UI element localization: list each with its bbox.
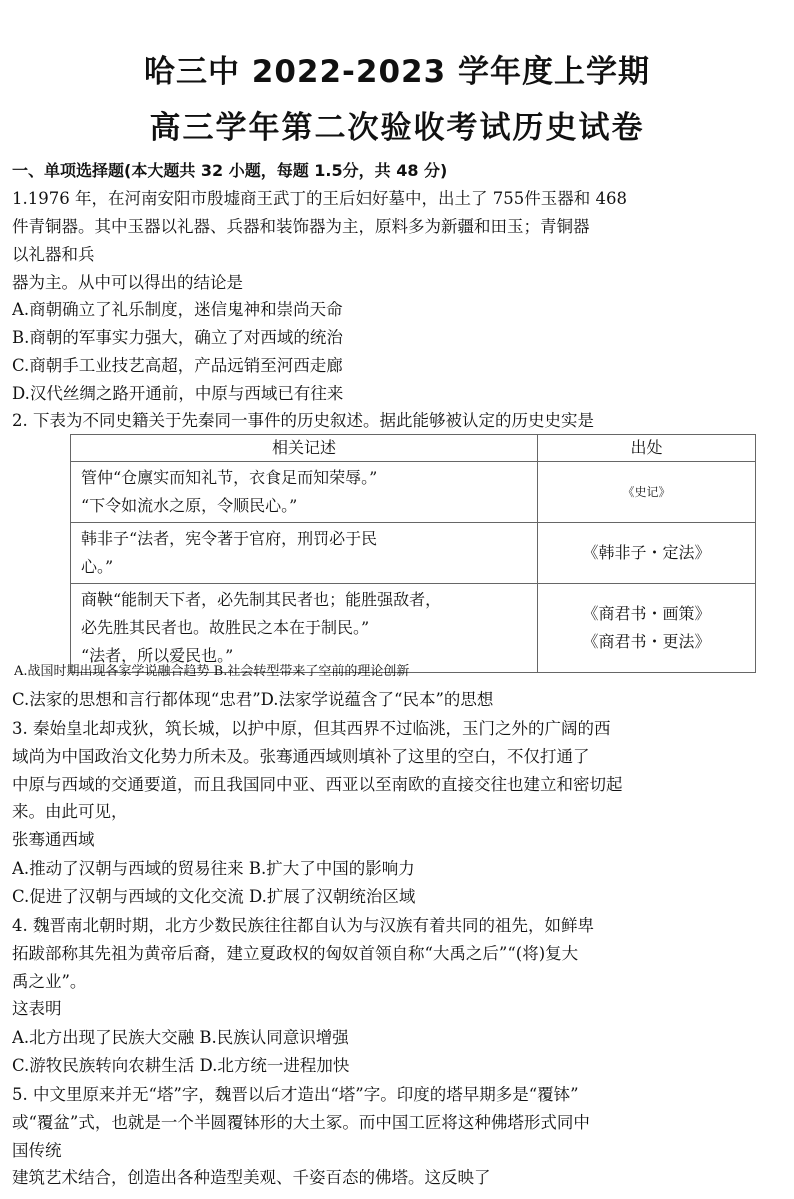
table-header-records: 相关记述 [71, 435, 538, 462]
q1-option-b: B.商朝的军事实力强大，确立了对西域的统治 [12, 328, 343, 347]
q3-options-ab: A.推动了汉朝与西域的贸易往来 B.扩大了中国的影响力 [12, 859, 415, 878]
table-row [71, 523, 756, 584]
q3-stem-line: 张骞通西域 [12, 830, 95, 849]
q3-stem-line: 3. 秦始皇北却戎狄，筑长城，以护中原，但其西界不过临洮，玉门之外的广阔的西 [12, 719, 611, 738]
q1-option-a: A.商朝确立了礼乐制度，迷信鬼神和崇尚天命 [12, 300, 343, 319]
q4-options-ab: A.北方出现了民族大交融 B.民族认同意识增强 [12, 1028, 349, 1047]
q2-options-ab: A.战国时期出现各家学说融合趋势 B.社会转型带来了空前的理论创新 [14, 664, 410, 679]
record-line: 必先胜其民者也。故胜民之本在于制民。” [81, 618, 370, 637]
q2-source-table [70, 434, 756, 673]
record-line: 心。” [81, 557, 114, 576]
q1-stem-line: 以礼器和兵 [12, 245, 95, 264]
exam-title-school: 哈三中 2022-2023 学年度上学期 [143, 54, 650, 90]
table-header-source: 出处 [538, 435, 756, 462]
q3-stem-line: 域尚为中国政治文化势力所未及。张骞通西域则填补了这里的空白，不仅打通了 [12, 747, 590, 766]
table-cell-source [538, 462, 756, 523]
table-cell-source [538, 523, 756, 584]
q2-stem: 2. 下表为不同史籍关于先秦同一事件的历史叙述。据此能够被认定的历史史实是 [12, 411, 594, 430]
q4-stem-line: 这表明 [12, 999, 62, 1018]
source-line: 《商君书・更法》 [582, 632, 711, 651]
record-line: 管仲“仓廪实而知礼节，衣食足而知荣辱。” [81, 468, 378, 487]
source-line: 《商君书・画策》 [582, 604, 711, 623]
section-heading: 一、单项选择题(本大题共 32 小题，每题 1.5分，共 48 分) [12, 161, 448, 180]
record-line: “法者，所以爱民也。” [81, 646, 234, 665]
q1-stem-line: 件青铜器。其中玉器以礼器、兵器和装饰器为主，原料多为新疆和田玉；青铜器 [12, 217, 590, 236]
q4-options-cd: C.游牧民族转向农耕生活 D.北方统一进程加快 [12, 1056, 350, 1075]
source-line: 《史记》 [622, 485, 671, 499]
source-line: 《韩非子・定法》 [582, 543, 711, 562]
record-line: 商鞅“能制天下者，必先制其民者也；能胜强敌者， [81, 590, 442, 609]
q4-stem-line: 4. 魏晋南北朝时期，北方少数民族往往都自认为与汉族有着共同的祖先，如鲜卑 [12, 916, 594, 935]
q1-stem-line: 器为主。从中可以得出的结论是 [12, 273, 243, 292]
record-line: 韩非子“法者，宪令著于官府，刑罚必于民 [81, 529, 378, 548]
table-row [71, 462, 756, 523]
table-header-row [71, 435, 756, 462]
record-line: “下令如流水之原，令顺民心。” [81, 496, 298, 515]
q1-stem-line: 1.1976 年，在河南安阳市殷墟商王武丁的王后妇好墓中，出土了 755件玉器和 468 [12, 189, 627, 208]
q5-stem-line: 5. 中文里原来并无“塔”字，魏晋以后才造出“塔”字。印度的塔早期多是“覆钵” [12, 1085, 579, 1104]
q4-stem-line: 禹之业”。 [12, 972, 87, 991]
q3-stem-line: 中原与西域的交通要道，而且我国同中亚、西亚以至南欧的直接交往也建立和密切起 [12, 775, 623, 794]
exam-title-subject: 高三学年第二次验收考试历史试卷 [149, 110, 645, 146]
q4-stem-line: 拓跋部称其先祖为黄帝后裔，建立夏政权的匈奴首领自称“大禹之后”“(将)复大 [12, 944, 579, 963]
q5-stem-line: 建筑艺术结合，创造出各种造型美观、千姿百态的佛塔。这反映了 [12, 1168, 491, 1187]
table-cell-records [71, 523, 538, 584]
q1-option-d: D.汉代丝绸之路开通前，中原与西域已有往来 [12, 384, 344, 403]
q3-options-cd: C.促进了汉朝与西域的文化交流 D.扩展了汉朝统治区域 [12, 887, 416, 906]
q3-stem-line: 来。由此可见， [12, 802, 128, 821]
q5-stem-line: 国传统 [12, 1141, 62, 1160]
table-cell-records [71, 462, 538, 523]
q5-stem-line: 或“覆盆”式，也就是一个半圆覆钵形的大土冢。而中国工匠将这种佛塔形式同中 [12, 1113, 590, 1132]
q1-option-c: C.商朝手工业技艺高超，产品远销至河西走廊 [12, 356, 343, 375]
q2-options-cd: C.法家的思想和言行都体现“忠君”D.法家学说蕴含了“民本”的思想 [12, 690, 494, 709]
